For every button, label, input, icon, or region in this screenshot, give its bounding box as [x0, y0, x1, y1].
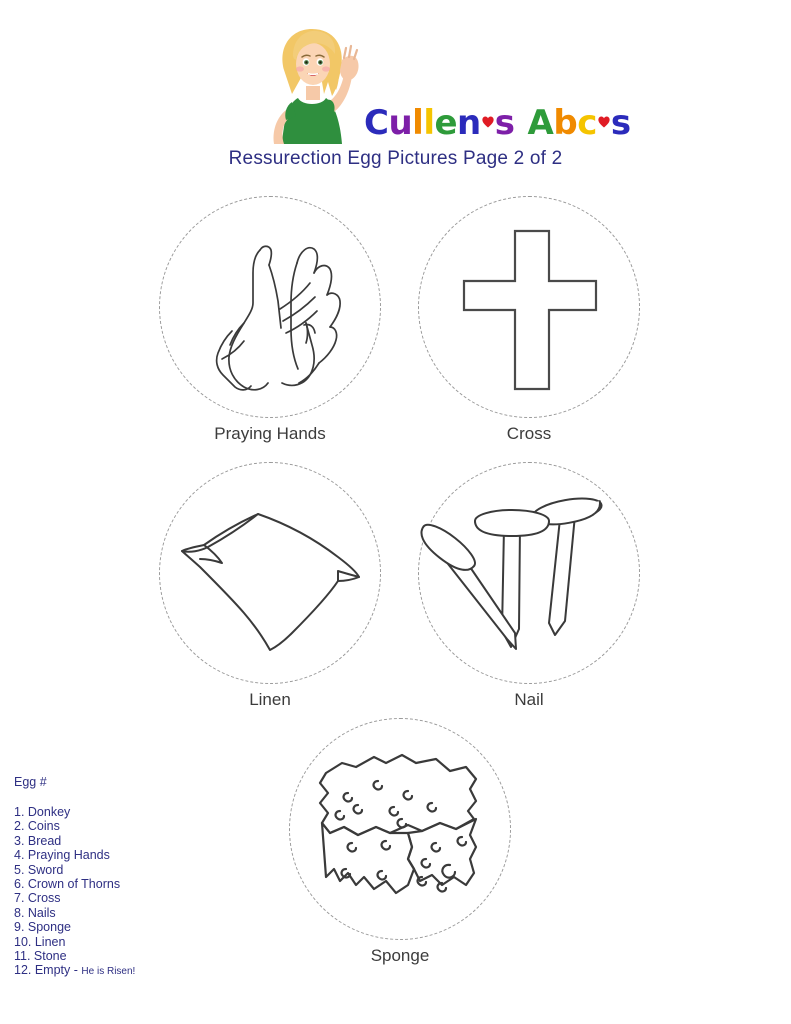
logo-wordmark: [364, 92, 631, 143]
egg-picture-cell-linen: [152, 462, 388, 710]
picture-label: Nail: [514, 690, 544, 709]
heart-apostrophe-icon: [481, 110, 495, 140]
egg-number-legend: [14, 775, 204, 980]
logo-letter: C: [364, 103, 389, 143]
mascot-girl-icon: [262, 24, 366, 144]
list-item: 7. Cross: [14, 891, 61, 906]
logo-letter: e: [434, 103, 458, 143]
list-item: 6. Crown of Thorns: [14, 877, 121, 892]
list-item-note: He is Risen!: [81, 966, 136, 978]
list-item-last: [14, 963, 204, 979]
picture-circle: [159, 196, 381, 418]
sponge-icon: [290, 719, 512, 941]
logo-letter: u: [388, 103, 413, 143]
picture-circle: [159, 462, 381, 684]
list-item: 5. Sword: [14, 862, 64, 877]
picture-label: Linen: [249, 690, 291, 709]
linen-icon: [160, 463, 382, 685]
egg-picture-cell-cross: [411, 196, 647, 444]
logo-letter: l: [412, 103, 424, 143]
list-item: 2. Coins: [14, 819, 60, 834]
picture-circle: [418, 196, 640, 418]
logo-letter: s: [494, 103, 515, 143]
picture-circle: [418, 462, 640, 684]
list-item: 1. Donkey: [14, 805, 71, 819]
list-item: 9. Sponge: [14, 920, 71, 935]
nail-icon: [419, 463, 641, 685]
logo-letter: s: [610, 103, 631, 143]
egg-picture-cell-nail: [411, 462, 647, 710]
logo-letter: b: [553, 103, 578, 143]
list-item: 10. Linen: [14, 934, 66, 949]
heart-apostrophe-icon: [597, 110, 611, 140]
picture-circle: [289, 718, 511, 940]
list-item: 4. Praying Hands: [14, 848, 110, 863]
picture-label: Praying Hands: [214, 424, 326, 443]
list-item: 3. Bread: [14, 833, 62, 848]
egg-picture-cell-sponge: [282, 718, 518, 966]
page-header: [0, 0, 791, 185]
page-title: Ressurection Egg Pictures Page 2 of 2: [228, 148, 563, 169]
list-item: 11. Stone: [14, 949, 67, 964]
praying-hands-icon: [160, 197, 382, 419]
egg-picture-cell-praying-hands: [152, 196, 388, 444]
legend-title: Egg #: [14, 775, 47, 789]
picture-label: Cross: [506, 424, 552, 443]
legend-list: [14, 805, 204, 980]
logo-letter: c: [577, 103, 597, 143]
cross-icon: [419, 197, 641, 419]
picture-label: Sponge: [370, 946, 430, 965]
site-logo: [262, 24, 631, 144]
list-item: 8. Nails: [14, 905, 56, 920]
logo-letter: A: [527, 103, 554, 143]
list-item-main: 12. Empty -: [14, 963, 78, 978]
logo-letter: n: [457, 103, 481, 143]
logo-letter: l: [423, 103, 435, 143]
